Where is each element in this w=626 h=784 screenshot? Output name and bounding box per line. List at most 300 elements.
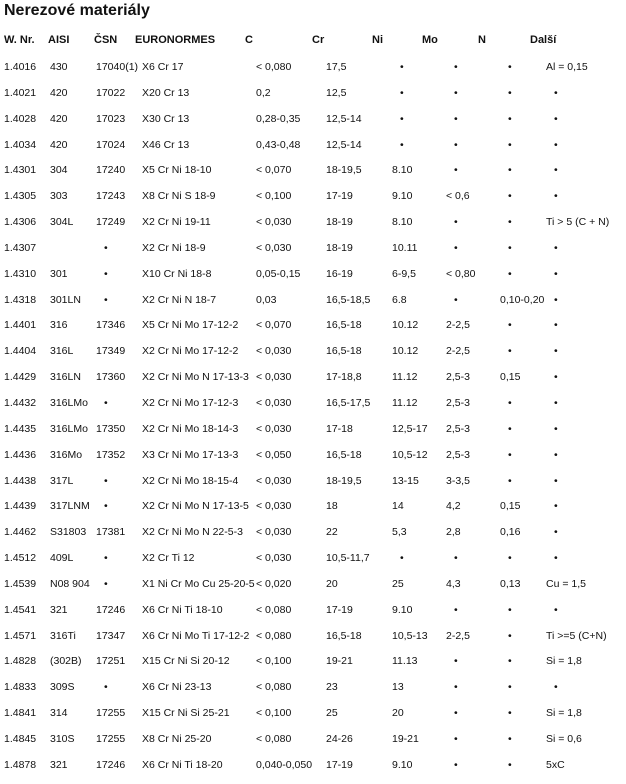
cell-ni: 8.10 bbox=[392, 216, 413, 229]
cell-cr: 18 bbox=[326, 500, 338, 513]
cell-cr: 16,5-18,5 bbox=[326, 293, 371, 306]
cell-dalsi: Ti >=5 (C+N) bbox=[546, 629, 607, 642]
cell-cr: 17-19 bbox=[326, 190, 353, 203]
cell-c: < 0,030 bbox=[256, 422, 292, 435]
cell-aisi: 301LN bbox=[50, 293, 81, 306]
cell-aisi: 316LN bbox=[50, 371, 81, 384]
cell-n: • bbox=[508, 758, 512, 771]
cell-c: < 0,030 bbox=[256, 552, 292, 565]
cell-euronormes: X5 Cr Ni 18-10 bbox=[142, 164, 212, 177]
cell-c: < 0,020 bbox=[256, 577, 292, 590]
cell-mo: • bbox=[454, 681, 458, 694]
cell-csn: 17381 bbox=[96, 526, 126, 539]
table-row bbox=[0, 551, 626, 577]
cell-euronormes: X2 Cr Ni Mo N 17-13-3 bbox=[142, 371, 249, 384]
cell-wnr: 1.4833 bbox=[4, 681, 37, 694]
cell-euronormes: X8 Cr Ni S 18-9 bbox=[142, 190, 216, 203]
cell-wnr: 1.4016 bbox=[4, 61, 37, 73]
cell-dalsi: Al = 0,15 bbox=[546, 61, 588, 73]
page-title: Nerezové materiály bbox=[4, 2, 150, 19]
cell-wnr: 1.4307 bbox=[4, 241, 37, 254]
cell-euronormes: X2 Cr Ni N 18-7 bbox=[142, 293, 217, 306]
cell-euronormes: X46 Cr 13 bbox=[142, 138, 190, 151]
cell-ni: 11.12 bbox=[392, 396, 418, 409]
cell-csn: • bbox=[104, 681, 108, 694]
cell-n: • bbox=[508, 345, 512, 358]
cell-c: < 0,080 bbox=[256, 629, 292, 642]
cell-mo: • bbox=[454, 216, 458, 229]
cell-n: • bbox=[508, 474, 512, 487]
cell-aisi: 316Mo bbox=[50, 448, 83, 461]
cell-dalsi: • bbox=[554, 267, 558, 280]
cell-cr: 20 bbox=[326, 577, 338, 590]
table-row bbox=[0, 267, 626, 293]
cell-ni: 10.11 bbox=[392, 241, 418, 254]
cell-ni: 11.13 bbox=[392, 655, 418, 668]
cell-wnr: 1.4404 bbox=[4, 345, 37, 358]
cell-dalsi: Si = 0,6 bbox=[546, 732, 582, 745]
cell-aisi: 316L bbox=[50, 345, 74, 358]
cell-dalsi: • bbox=[554, 396, 558, 409]
cell-cr: 17-18,8 bbox=[326, 371, 362, 384]
cell-c: < 0,100 bbox=[256, 190, 292, 203]
cell-n: • bbox=[508, 422, 512, 435]
cell-aisi: 321 bbox=[50, 758, 68, 771]
table-row bbox=[0, 474, 626, 500]
cell-mo: < 0,80 bbox=[446, 267, 476, 280]
table-row bbox=[0, 680, 626, 706]
cell-c: < 0,030 bbox=[256, 474, 292, 487]
cell-mo: • bbox=[454, 707, 458, 720]
header-csn: ČSN bbox=[94, 34, 118, 46]
cell-ni: 25 bbox=[392, 577, 404, 590]
cell-csn: 17024 bbox=[96, 138, 126, 151]
cell-n: 0,10-0,20 bbox=[500, 293, 545, 306]
cell-dalsi: • bbox=[554, 526, 558, 539]
cell-n: • bbox=[508, 732, 512, 745]
cell-ni: 6.8 bbox=[392, 293, 407, 306]
cell-n: • bbox=[508, 112, 512, 125]
cell-dalsi: • bbox=[554, 319, 558, 332]
cell-dalsi: 5xC bbox=[546, 758, 565, 771]
cell-n: • bbox=[508, 138, 512, 151]
cell-n: 0,15 bbox=[500, 500, 521, 513]
table-row bbox=[0, 706, 626, 732]
cell-mo: • bbox=[454, 241, 458, 254]
cell-c: < 0,030 bbox=[256, 241, 292, 254]
cell-wnr: 1.4401 bbox=[4, 319, 37, 332]
cell-ni: 5,3 bbox=[392, 526, 407, 539]
header-aisi: AISI bbox=[48, 34, 70, 46]
cell-euronormes: X6 Cr Ni Mo Ti 17-12-2 bbox=[142, 629, 250, 642]
cell-euronormes: X5 Cr Ni Mo 17-12-2 bbox=[142, 319, 239, 332]
cell-mo: 4,2 bbox=[446, 500, 461, 513]
cell-ni: 13 bbox=[392, 681, 404, 694]
table-row bbox=[0, 732, 626, 758]
cell-dalsi: • bbox=[554, 164, 558, 177]
cell-c: < 0,100 bbox=[256, 655, 292, 668]
cell-n: • bbox=[508, 61, 512, 73]
cell-n: • bbox=[508, 396, 512, 409]
cell-c: < 0,030 bbox=[256, 526, 292, 539]
cell-cr: 17-19 bbox=[326, 758, 353, 771]
cell-csn: • bbox=[104, 293, 108, 306]
cell-dalsi: • bbox=[554, 371, 558, 384]
cell-cr: 17-18 bbox=[326, 422, 353, 435]
cell-c: < 0,070 bbox=[256, 164, 292, 177]
header-wnr: W. Nr. bbox=[4, 34, 35, 46]
cell-aisi: 304L bbox=[50, 216, 74, 229]
cell-cr: 18-19 bbox=[326, 241, 353, 254]
cell-csn: 17251 bbox=[96, 655, 126, 668]
cell-cr: 12,5 bbox=[326, 86, 347, 99]
cell-c: < 0,030 bbox=[256, 500, 292, 513]
cell-c: < 0,050 bbox=[256, 448, 292, 461]
table-row bbox=[0, 448, 626, 474]
table-row bbox=[0, 163, 626, 189]
cell-c: < 0,100 bbox=[256, 707, 292, 720]
cell-wnr: 1.4034 bbox=[4, 138, 37, 151]
cell-dalsi: • bbox=[554, 603, 558, 616]
cell-ni: 9.10 bbox=[392, 603, 413, 616]
cell-cr: 16,5-18 bbox=[326, 345, 362, 358]
cell-cr: 22 bbox=[326, 526, 338, 539]
cell-dalsi: • bbox=[554, 552, 558, 565]
cell-csn: • bbox=[104, 577, 108, 590]
cell-cr: 10,5-11,7 bbox=[326, 552, 370, 565]
cell-aisi: 304 bbox=[50, 164, 68, 177]
cell-mo: 2-2,5 bbox=[446, 345, 470, 358]
table-row bbox=[0, 396, 626, 422]
cell-csn: • bbox=[104, 552, 108, 565]
cell-mo: • bbox=[454, 732, 458, 745]
table-row bbox=[0, 422, 626, 448]
cell-dalsi: • bbox=[554, 112, 558, 125]
cell-mo: • bbox=[454, 86, 458, 99]
table-row bbox=[0, 86, 626, 112]
cell-cr: 17-19 bbox=[326, 603, 353, 616]
cell-cr: 24-26 bbox=[326, 732, 353, 745]
cell-aisi: 430 bbox=[50, 61, 68, 73]
cell-cr: 18-19,5 bbox=[326, 164, 362, 177]
cell-ni: 14 bbox=[392, 500, 404, 513]
cell-wnr: 1.4028 bbox=[4, 112, 37, 125]
cell-c: 0,43-0,48 bbox=[256, 138, 301, 151]
cell-mo: • bbox=[454, 603, 458, 616]
materials-table bbox=[0, 60, 626, 784]
cell-euronormes: X2 Cr Ni 18-9 bbox=[142, 241, 206, 254]
cell-n: • bbox=[508, 707, 512, 720]
cell-c: < 0,080 bbox=[256, 681, 292, 694]
table-row bbox=[0, 241, 626, 267]
header-c: C bbox=[245, 34, 253, 46]
cell-ni: • bbox=[400, 61, 404, 73]
cell-euronormes: X2 Cr Ni Mo N 17-13-5 bbox=[142, 500, 249, 513]
cell-csn: 17349 bbox=[96, 345, 126, 358]
table-row bbox=[0, 293, 626, 319]
cell-csn: • bbox=[104, 500, 108, 513]
cell-wnr: 1.4462 bbox=[4, 526, 37, 539]
header-mo: Mo bbox=[422, 34, 438, 46]
cell-aisi: 420 bbox=[50, 112, 68, 125]
cell-c: < 0,030 bbox=[256, 216, 292, 229]
table-row bbox=[0, 654, 626, 680]
cell-cr: 16,5-18 bbox=[326, 629, 362, 642]
cell-wnr: 1.4310 bbox=[4, 267, 37, 280]
cell-dalsi: • bbox=[554, 190, 558, 203]
cell-cr: 25 bbox=[326, 707, 338, 720]
cell-ni: • bbox=[400, 138, 404, 151]
cell-aisi: 316LMo bbox=[50, 396, 88, 409]
cell-cr: 17,5 bbox=[326, 61, 347, 73]
cell-euronormes: X1 Ni Cr Mo Cu 25-20-5 bbox=[142, 577, 255, 590]
cell-aisi: 420 bbox=[50, 86, 68, 99]
cell-csn: • bbox=[104, 396, 108, 409]
cell-aisi: 420 bbox=[50, 138, 68, 151]
table-row bbox=[0, 525, 626, 551]
table-row bbox=[0, 758, 626, 784]
cell-c: < 0,080 bbox=[256, 603, 292, 616]
cell-euronormes: X2 Cr Ni Mo 17-12-3 bbox=[142, 396, 239, 409]
cell-csn: 17346 bbox=[96, 319, 126, 332]
cell-csn: 17255 bbox=[96, 707, 126, 720]
cell-ni: • bbox=[400, 112, 404, 125]
cell-n: • bbox=[508, 190, 512, 203]
cell-csn: • bbox=[104, 241, 108, 254]
cell-n: • bbox=[508, 267, 512, 280]
cell-dalsi: Si = 1,8 bbox=[546, 655, 582, 668]
cell-wnr: 1.4845 bbox=[4, 732, 37, 745]
cell-cr: 12,5-14 bbox=[326, 138, 362, 151]
cell-csn: 17352 bbox=[96, 448, 126, 461]
cell-euronormes: X6 Cr Ni 23-13 bbox=[142, 681, 212, 694]
table-row bbox=[0, 112, 626, 138]
table-row bbox=[0, 189, 626, 215]
cell-euronormes: X2 Cr Ni Mo 18-15-4 bbox=[142, 474, 239, 487]
cell-wnr: 1.4301 bbox=[4, 164, 37, 177]
cell-euronormes: X6 Cr Ni Ti 18-10 bbox=[142, 603, 223, 616]
table-row bbox=[0, 60, 626, 86]
cell-ni: 13-15 bbox=[392, 474, 419, 487]
cell-n: • bbox=[508, 164, 512, 177]
cell-ni: 9.10 bbox=[392, 190, 413, 203]
cell-mo: 2-2,5 bbox=[446, 319, 470, 332]
cell-euronormes: X6 Cr Ni Ti 18-20 bbox=[142, 758, 223, 771]
cell-c: 0,03 bbox=[256, 293, 277, 306]
cell-c: < 0,070 bbox=[256, 319, 292, 332]
cell-mo: 2,5-3 bbox=[446, 371, 470, 384]
cell-csn: 17022 bbox=[96, 86, 126, 99]
cell-wnr: 1.4541 bbox=[4, 603, 37, 616]
cell-aisi: S31803 bbox=[50, 526, 87, 539]
cell-n: • bbox=[508, 241, 512, 254]
cell-cr: 16,5-17,5 bbox=[326, 396, 371, 409]
cell-n: • bbox=[508, 216, 512, 229]
cell-c: 0,28-0,35 bbox=[256, 112, 301, 125]
cell-euronormes: X2 Cr Ni Mo 18-14-3 bbox=[142, 422, 239, 435]
cell-dalsi: • bbox=[554, 138, 558, 151]
header-euronormes: EURONORMES bbox=[135, 34, 216, 46]
cell-ni: 12,5-17 bbox=[392, 422, 428, 435]
cell-euronormes: X10 Cr Ni 18-8 bbox=[142, 267, 212, 280]
cell-aisi: 316 bbox=[50, 319, 68, 332]
cell-cr: 12,5-14 bbox=[326, 112, 362, 125]
cell-euronormes: X2 Cr Ni Mo 17-12-2 bbox=[142, 345, 239, 358]
cell-ni: • bbox=[400, 86, 404, 99]
cell-ni: 10.12 bbox=[392, 345, 419, 358]
cell-dalsi: Si = 1,8 bbox=[546, 707, 582, 720]
cell-aisi: 310S bbox=[50, 732, 75, 745]
table-row bbox=[0, 370, 626, 396]
header-dalsi: Další bbox=[530, 34, 557, 46]
cell-mo: < 0,6 bbox=[446, 190, 470, 203]
table-header bbox=[0, 34, 626, 52]
cell-wnr: 1.4571 bbox=[4, 629, 37, 642]
cell-cr: 16,5-18 bbox=[326, 319, 362, 332]
cell-cr: 18-19 bbox=[326, 216, 353, 229]
cell-euronormes: X2 Cr Ni Mo N 22-5-3 bbox=[142, 526, 243, 539]
cell-n: • bbox=[508, 552, 512, 565]
cell-csn: 17350 bbox=[96, 422, 126, 435]
cell-n: • bbox=[508, 86, 512, 99]
cell-mo: 2,5-3 bbox=[446, 422, 470, 435]
cell-n: 0,13 bbox=[500, 577, 521, 590]
cell-wnr: 1.4438 bbox=[4, 474, 37, 487]
cell-mo: • bbox=[454, 655, 458, 668]
cell-dalsi: • bbox=[554, 422, 558, 435]
cell-ni: 10.12 bbox=[392, 319, 419, 332]
cell-mo: • bbox=[454, 61, 458, 73]
cell-wnr: 1.4512 bbox=[4, 552, 37, 565]
cell-c: < 0,030 bbox=[256, 396, 292, 409]
cell-cr: 16-19 bbox=[326, 267, 353, 280]
cell-mo: 2,5-3 bbox=[446, 396, 470, 409]
table-row bbox=[0, 603, 626, 629]
cell-dalsi: • bbox=[554, 345, 558, 358]
cell-ni: 20 bbox=[392, 707, 404, 720]
cell-wnr: 1.4305 bbox=[4, 190, 37, 203]
cell-euronormes: X3 Cr Ni Mo 17-13-3 bbox=[142, 448, 239, 461]
cell-aisi: 303 bbox=[50, 190, 68, 203]
cell-n: • bbox=[508, 448, 512, 461]
cell-wnr: 1.4878 bbox=[4, 758, 37, 771]
cell-n: 0,16 bbox=[500, 526, 521, 539]
cell-euronormes: X6 Cr 17 bbox=[142, 61, 184, 73]
cell-dalsi: • bbox=[554, 681, 558, 694]
cell-wnr: 1.4436 bbox=[4, 448, 37, 461]
cell-ni: 19-21 bbox=[392, 732, 419, 745]
cell-wnr: 1.4435 bbox=[4, 422, 37, 435]
cell-csn: 17243 bbox=[96, 190, 126, 203]
cell-wnr: 1.4439 bbox=[4, 500, 37, 513]
cell-mo: • bbox=[454, 164, 458, 177]
cell-euronormes: X30 Cr 13 bbox=[142, 112, 190, 125]
header-n: N bbox=[478, 34, 486, 46]
table-row bbox=[0, 138, 626, 164]
cell-n: • bbox=[508, 603, 512, 616]
cell-n: • bbox=[508, 655, 512, 668]
cell-csn: 17255 bbox=[96, 732, 126, 745]
cell-dalsi: • bbox=[554, 293, 558, 306]
cell-ni: 6-9,5 bbox=[392, 267, 416, 280]
cell-dalsi: Ti > 5 (C + N) bbox=[546, 216, 610, 229]
header-cr: Cr bbox=[312, 34, 325, 46]
cell-wnr: 1.4539 bbox=[4, 577, 37, 590]
cell-c: 0,2 bbox=[256, 86, 271, 99]
table-row bbox=[0, 215, 626, 241]
cell-csn: 17360 bbox=[96, 371, 126, 384]
table-row bbox=[0, 318, 626, 344]
cell-aisi: 309S bbox=[50, 681, 75, 694]
cell-c: < 0,080 bbox=[256, 732, 292, 745]
cell-c: 0,05-0,15 bbox=[256, 267, 301, 280]
cell-ni: 10,5-13 bbox=[392, 629, 428, 642]
table-row bbox=[0, 344, 626, 370]
cell-cr: 23 bbox=[326, 681, 338, 694]
cell-wnr: 1.4828 bbox=[4, 655, 37, 668]
cell-dalsi: • bbox=[554, 474, 558, 487]
cell-csn: 17347 bbox=[96, 629, 126, 642]
cell-c: < 0,030 bbox=[256, 345, 292, 358]
table-row bbox=[0, 577, 626, 603]
cell-wnr: 1.4841 bbox=[4, 707, 37, 720]
cell-csn: 17023 bbox=[96, 112, 126, 125]
cell-aisi: 316Ti bbox=[50, 629, 76, 642]
cell-csn: 17240 bbox=[96, 164, 126, 177]
cell-csn: 17246 bbox=[96, 603, 126, 616]
cell-aisi: (302B) bbox=[50, 655, 82, 668]
cell-euronormes: X8 Cr Ni 25-20 bbox=[142, 732, 212, 745]
cell-csn: 17246 bbox=[96, 758, 126, 771]
cell-cr: 16,5-18 bbox=[326, 448, 362, 461]
cell-aisi: N08 904 bbox=[50, 577, 90, 590]
cell-n: • bbox=[508, 681, 512, 694]
cell-mo: 3-3,5 bbox=[446, 474, 470, 487]
cell-cr: 18-19,5 bbox=[326, 474, 362, 487]
cell-csn: 17249 bbox=[96, 216, 126, 229]
cell-n: 0,15 bbox=[500, 371, 521, 384]
cell-csn: • bbox=[104, 474, 108, 487]
cell-dalsi: • bbox=[554, 86, 558, 99]
cell-aisi: 316LMo bbox=[50, 422, 88, 435]
cell-mo: • bbox=[454, 552, 458, 565]
cell-aisi: 301 bbox=[50, 267, 68, 280]
cell-dalsi: • bbox=[554, 241, 558, 254]
cell-mo: • bbox=[454, 293, 458, 306]
cell-ni: 11.12 bbox=[392, 371, 418, 384]
cell-wnr: 1.4021 bbox=[4, 86, 37, 99]
cell-mo: 4,3 bbox=[446, 577, 461, 590]
cell-aisi: 321 bbox=[50, 603, 68, 616]
cell-aisi: 317L bbox=[50, 474, 74, 487]
cell-wnr: 1.4429 bbox=[4, 371, 37, 384]
cell-c: 0,040-0,050 bbox=[256, 758, 313, 771]
cell-n: • bbox=[508, 319, 512, 332]
header-ni: Ni bbox=[372, 34, 383, 46]
cell-mo: • bbox=[454, 138, 458, 151]
cell-aisi: 314 bbox=[50, 707, 68, 720]
cell-euronormes: X15 Cr Ni Si 25-21 bbox=[142, 707, 230, 720]
cell-csn: • bbox=[104, 267, 108, 280]
table-row bbox=[0, 629, 626, 655]
cell-ni: 8.10 bbox=[392, 164, 413, 177]
cell-dalsi: • bbox=[554, 500, 558, 513]
cell-ni: 10,5-12 bbox=[392, 448, 428, 461]
cell-mo: • bbox=[454, 758, 458, 771]
cell-mo: 2-2,5 bbox=[446, 629, 470, 642]
cell-csn: 17040(1) bbox=[96, 61, 139, 73]
cell-aisi: 409L bbox=[50, 552, 74, 565]
